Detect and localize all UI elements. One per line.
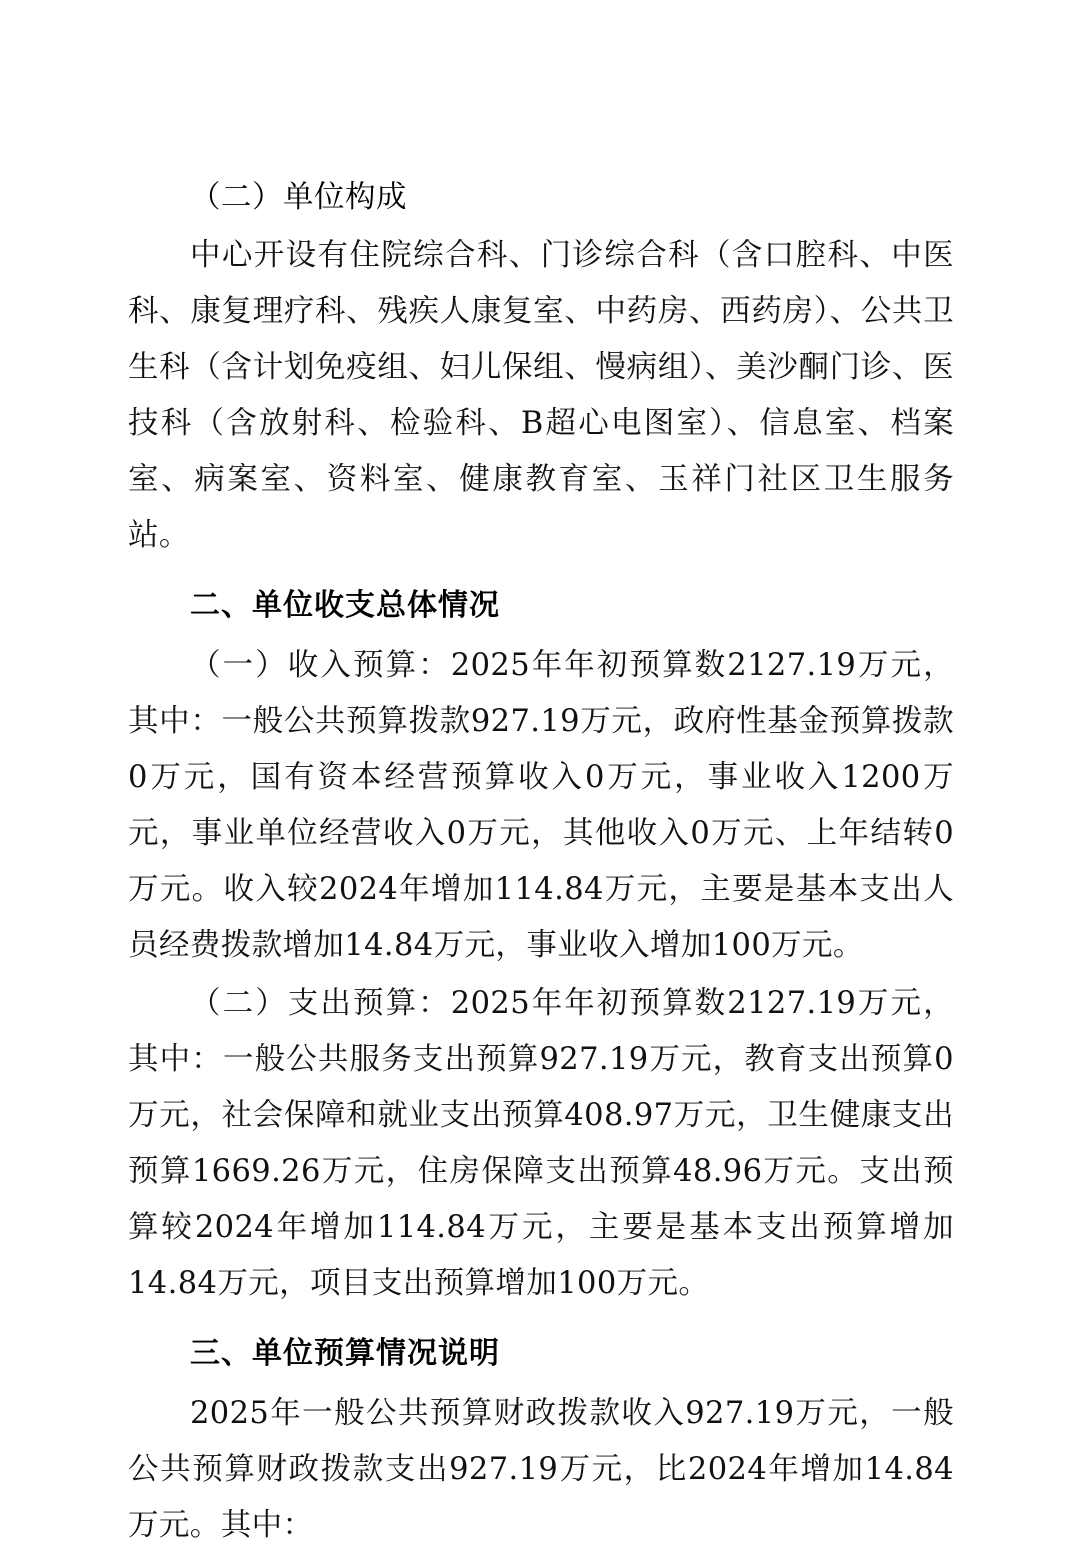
spacer <box>128 566 954 570</box>
section-heading-two: 二、单位收支总体情况 <box>190 588 500 623</box>
paragraph-income-budget: （一）收入预算：2025年年初预算数2127.19万元，其中：一般公共预算拨款927.19万元，政府性基金预算拨款0万元，国有资本经营预算收入0万元，事业收入1200万元，事业单位经营收入0万元，其他收入0万元、上年结转0万元。收入较2024年增加114.84万元，主要是基本支出人员经费拨款增加14.84万元，事业收入增加100万元。 <box>128 648 954 963</box>
section-heading-three: 三、单位预算情况说明 <box>190 1336 500 1371</box>
document-body <box>128 170 954 1554</box>
spacer <box>128 1314 954 1318</box>
paragraph-budget-explanation: 2025年一般公共预算财政拨款收入927.19万元，一般公共预算财政拨款支出927.19万元，比2024年增加14.84万元。其中： <box>128 1396 954 1543</box>
paragraph-expenditure-budget: （二）支出预算：2025年年初预算数2127.19万元，其中：一般公共服务支出预算927.19万元，教育支出预算0万元，社会保障和就业支出预算408.97万元，卫生健康支出预算1669.26万元，住房保障支出预算48.96万元。支出预算较2024年增加114.84万元，主要是基本支出预算增加14.84万元，项目支出预算增加100万元。 <box>128 986 954 1301</box>
section-subheading-unit-composition: （二）单位构成 <box>190 180 407 215</box>
paragraph-unit-composition: 中心开设有住院综合科、门诊综合科（含口腔科、中医科、康复理疗科、残疾人康复室、中药房、西药房）、公共卫生科（含计划免疫组、妇儿保组、慢病组）、美沙酮门诊、医技科（含放射科、检验科、B超心电图室）、信息室、档案室、病案室、资料室、健康教育室、玉祥门社区卫生服务站。 <box>128 238 954 553</box>
